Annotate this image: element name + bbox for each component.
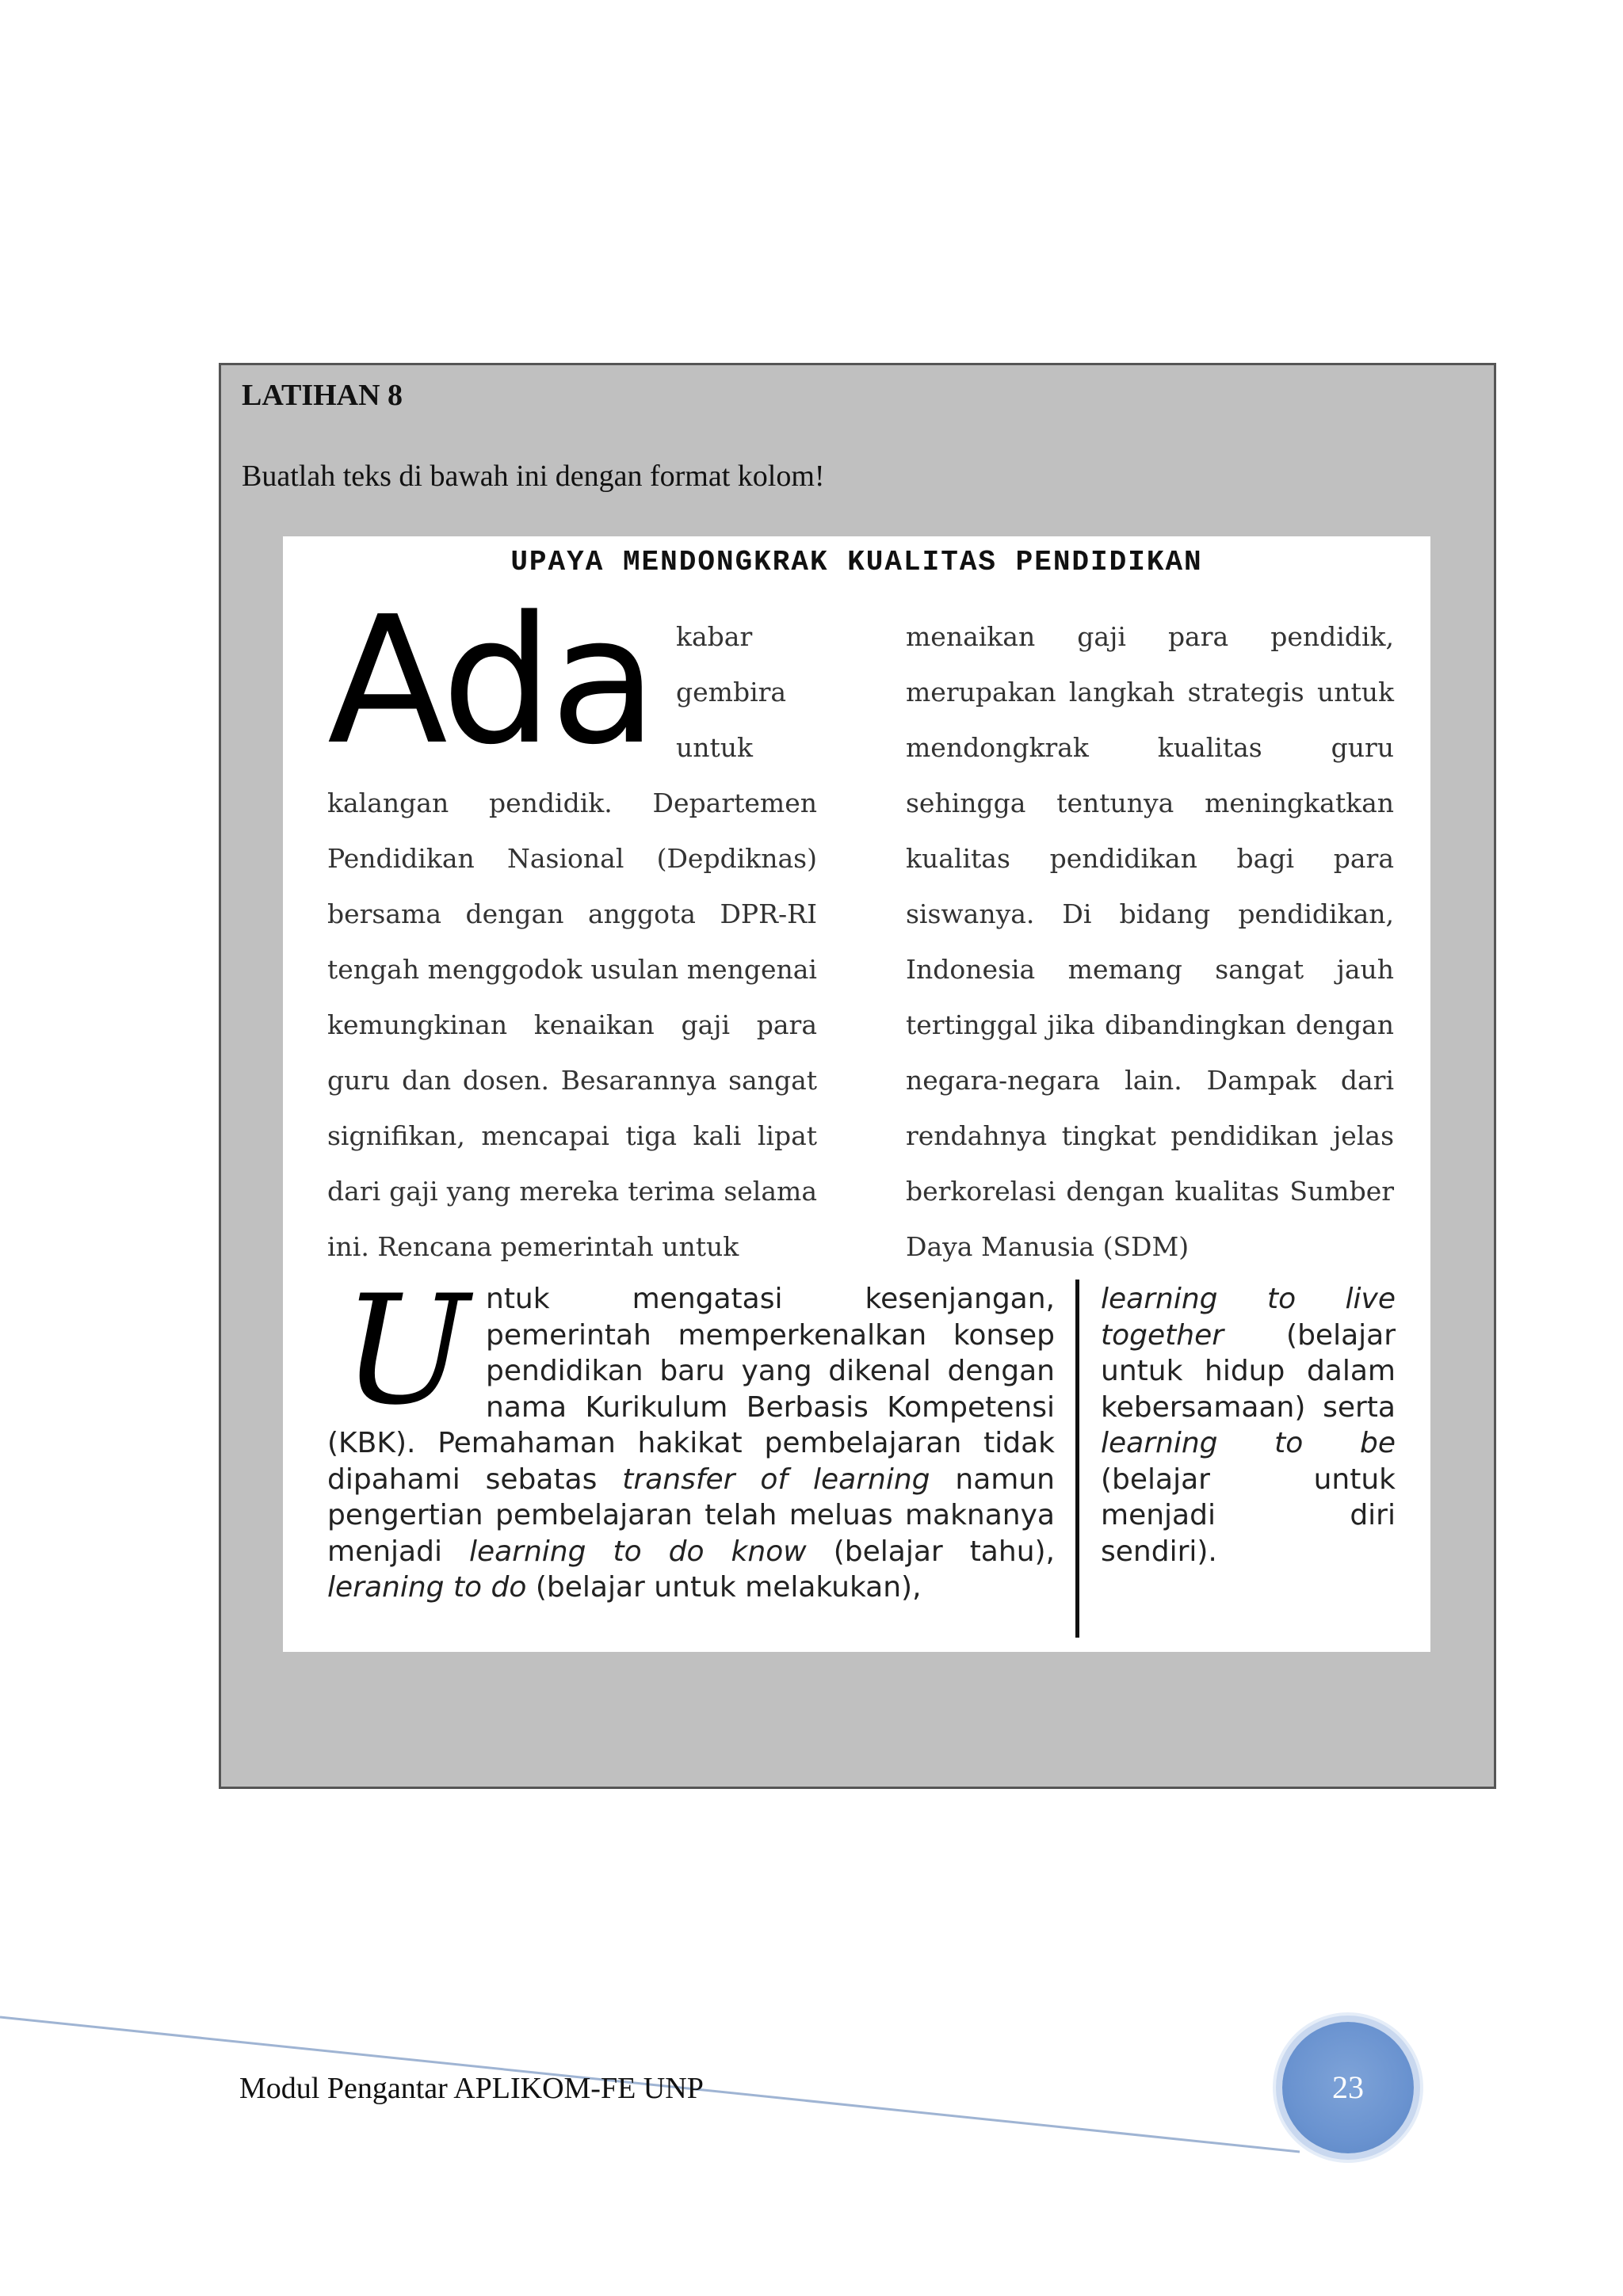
article-title: UPAYA MENDONGKRAK KUALITAS PENDIDIKAN <box>510 546 1203 578</box>
text-segment: (belajar tahu), <box>806 1535 1055 1568</box>
text-segment: ntuk mengatasi kesenjangan, pemerintah memperkenalkan konsep pendidikan baru yang dikenal dengan nama Kurikulum Berbasis Kompetensi (KBK). Pemahaman hakikat pembelajaran tidak dipahami sebatas <box>327 1283 1055 1496</box>
italic-term: learning to be <box>1101 1427 1396 1459</box>
italic-term: learning to do know <box>468 1535 807 1568</box>
footer-text: Modul Pengantar APLIKOM-FE UNP <box>239 2072 704 2105</box>
dropcap-u: U <box>342 1263 470 1438</box>
italic-term: leraning to do <box>327 1571 527 1604</box>
article-paragraph-1a: kabar gembira untuk kalangan pendidik. Departemen Pendidikan Nasional (Depdiknas) bersama dengan anggota DPR-RI tengah menggodok usulan mengenai kemungkinan kenaikan gaji para guru dan dosen. Besarannya sangat signifikan, mencapai tiga kali lipat dari gaji yang mereka terima selama ini. Rencana pemerintah untuk <box>327 621 817 1262</box>
dropcap-ada: Ada <box>327 579 655 784</box>
exercise-instruction: Buatlah teks di bawah ini dengan format kolom! <box>242 460 825 493</box>
italic-term: transfer of learning <box>622 1463 930 1496</box>
text-segment: (belajar untuk melakukan), <box>526 1571 922 1604</box>
text-segment: namun pengertian pembelajaran telah meluas maknanya menjadi <box>327 1463 1055 1568</box>
text-segment: (belajar untuk menjadi diri sendiri). <box>1101 1463 1396 1568</box>
page-number-badge: 23 <box>1282 2022 1414 2153</box>
article-column-2: menaikan gaji para pendidik, merupakan langkah strategis untuk mendongkrak kualitas guru sehingga tentunya meningkatkan kualitas pendidikan bagi para siswanya. Di bidang pendidikan, Indonesia memang sangat jauh tertinggal jika dibandingkan dengan negara-negara lain. Dampak dari rendahnya tingkat pendidikan jelas berkorelasi dengan kualitas Sumber Daya Manusia (SDM) <box>906 621 1394 1262</box>
exercise-title: LATIHAN 8 <box>242 379 403 412</box>
text-segment: (belajar untuk hidup dalam kebersamaan) serta <box>1101 1318 1396 1424</box>
italic-term: learning to live together <box>1101 1283 1396 1352</box>
